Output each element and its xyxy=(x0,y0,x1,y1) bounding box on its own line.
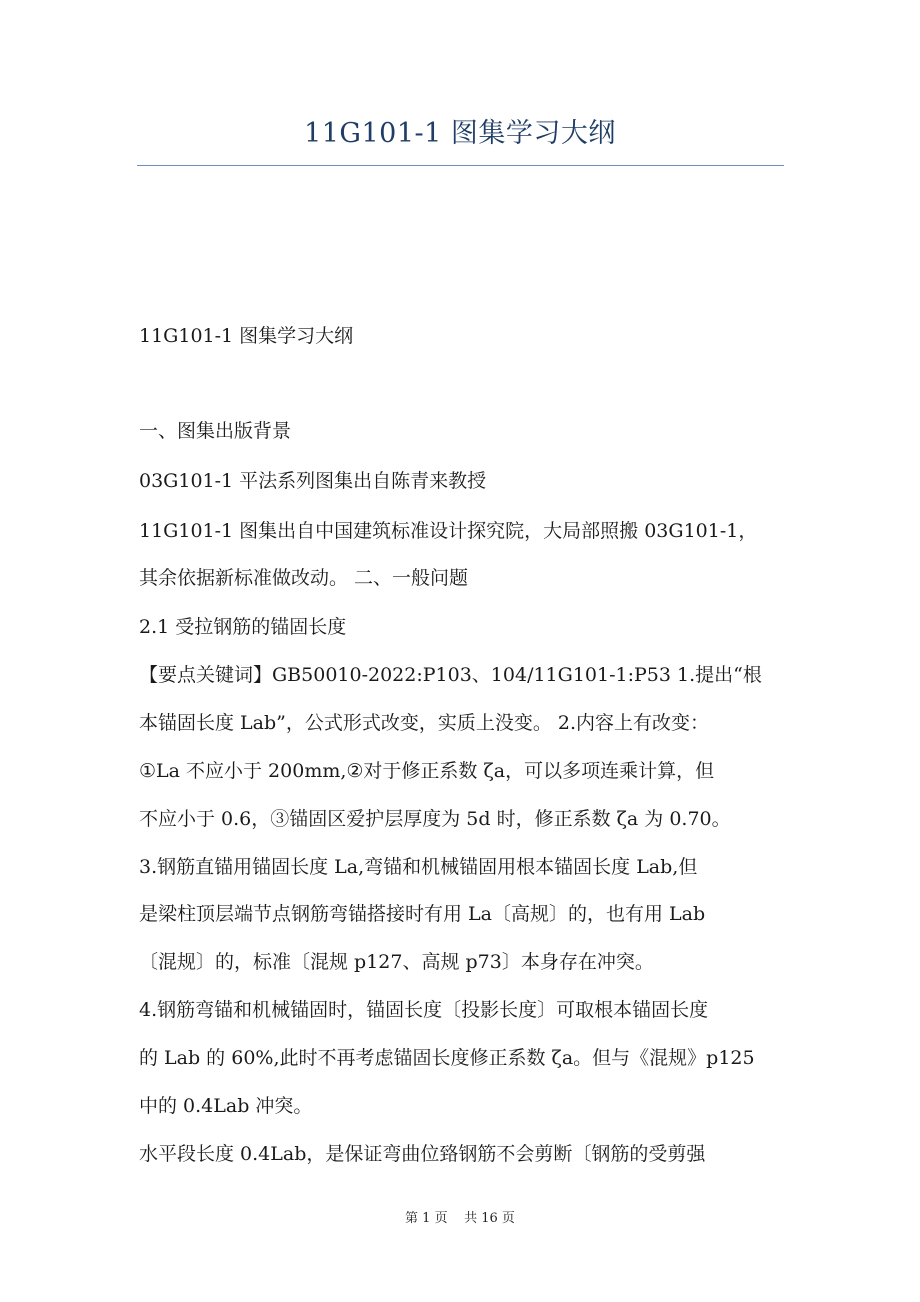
text-line: 本锚固长度 Lab”，公式形式改变，实质上没变。 2.内容上有改变： xyxy=(139,712,710,734)
text-line: 中的 0.4Lab 冲突。 xyxy=(139,1095,313,1117)
text-line: 水平段长度 0.4Lab，是保证弯曲位臵钢筋不会剪断〔钢筋的受剪强 xyxy=(139,1143,706,1165)
text-line: 【要点关键词】GB50010-2022:P103、104/11G101-1:P53 1.提出“根 xyxy=(139,664,762,686)
text-line: 不应小于 0.6，③锚固区爱护层厚度为 5d 时，修正系数 ζa 为 0.70。 xyxy=(139,808,731,830)
text-line: 4.钢筋弯锚和机械锚固时，锚固长度〔投影长度〕可取根本锚固长度 xyxy=(139,999,709,1021)
paragraph-03g: 03G101-1 平法系列图集出自陈青来教授 xyxy=(139,470,487,492)
text-line: ①La 不应小于 200mm,②对于修正系数 ζa，可以多项连乘计算，但 xyxy=(139,760,715,782)
title-divider xyxy=(137,165,784,166)
doc-title-text: 11G101-1 图集学习大纲 xyxy=(139,325,354,347)
page-number: 第 1 页 xyxy=(405,1211,448,1226)
section-heading-background: 一、图集出版背景 xyxy=(139,420,292,442)
page-title: 11G101-1 图集学习大纲 xyxy=(304,118,616,149)
section-heading-2-1: 2.1 受拉钢筋的锚固长度 xyxy=(139,616,347,638)
paragraph-11g-line2: 其余依据新标准做改动。 二、一般问题 xyxy=(139,567,469,589)
page-footer xyxy=(0,1207,920,1226)
text-line: 的 Lab 的 60%,此时不再考虑锚固长度修正系数 ζa。但与《混规》p125 xyxy=(139,1047,755,1069)
text-line: 是梁柱顶层端节点钢筋弯锚搭接时有用 La〔高规〕的，也有用 Lab xyxy=(139,903,706,925)
text-line: 3.钢筋直锚用锚固长度 La,弯锚和机械锚固用根本锚固长度 Lab,但 xyxy=(139,856,698,878)
page-total: 共 16 页 xyxy=(464,1211,515,1226)
paragraph-11g-line1: 11G101-1 图集出自中国建筑标准设计探究院，大局部照搬 03G101-1， xyxy=(139,520,758,542)
text-line: 〔混规〕的，标准〔混规 p127、高规 p73〕本身存在冲突。 xyxy=(139,951,654,973)
